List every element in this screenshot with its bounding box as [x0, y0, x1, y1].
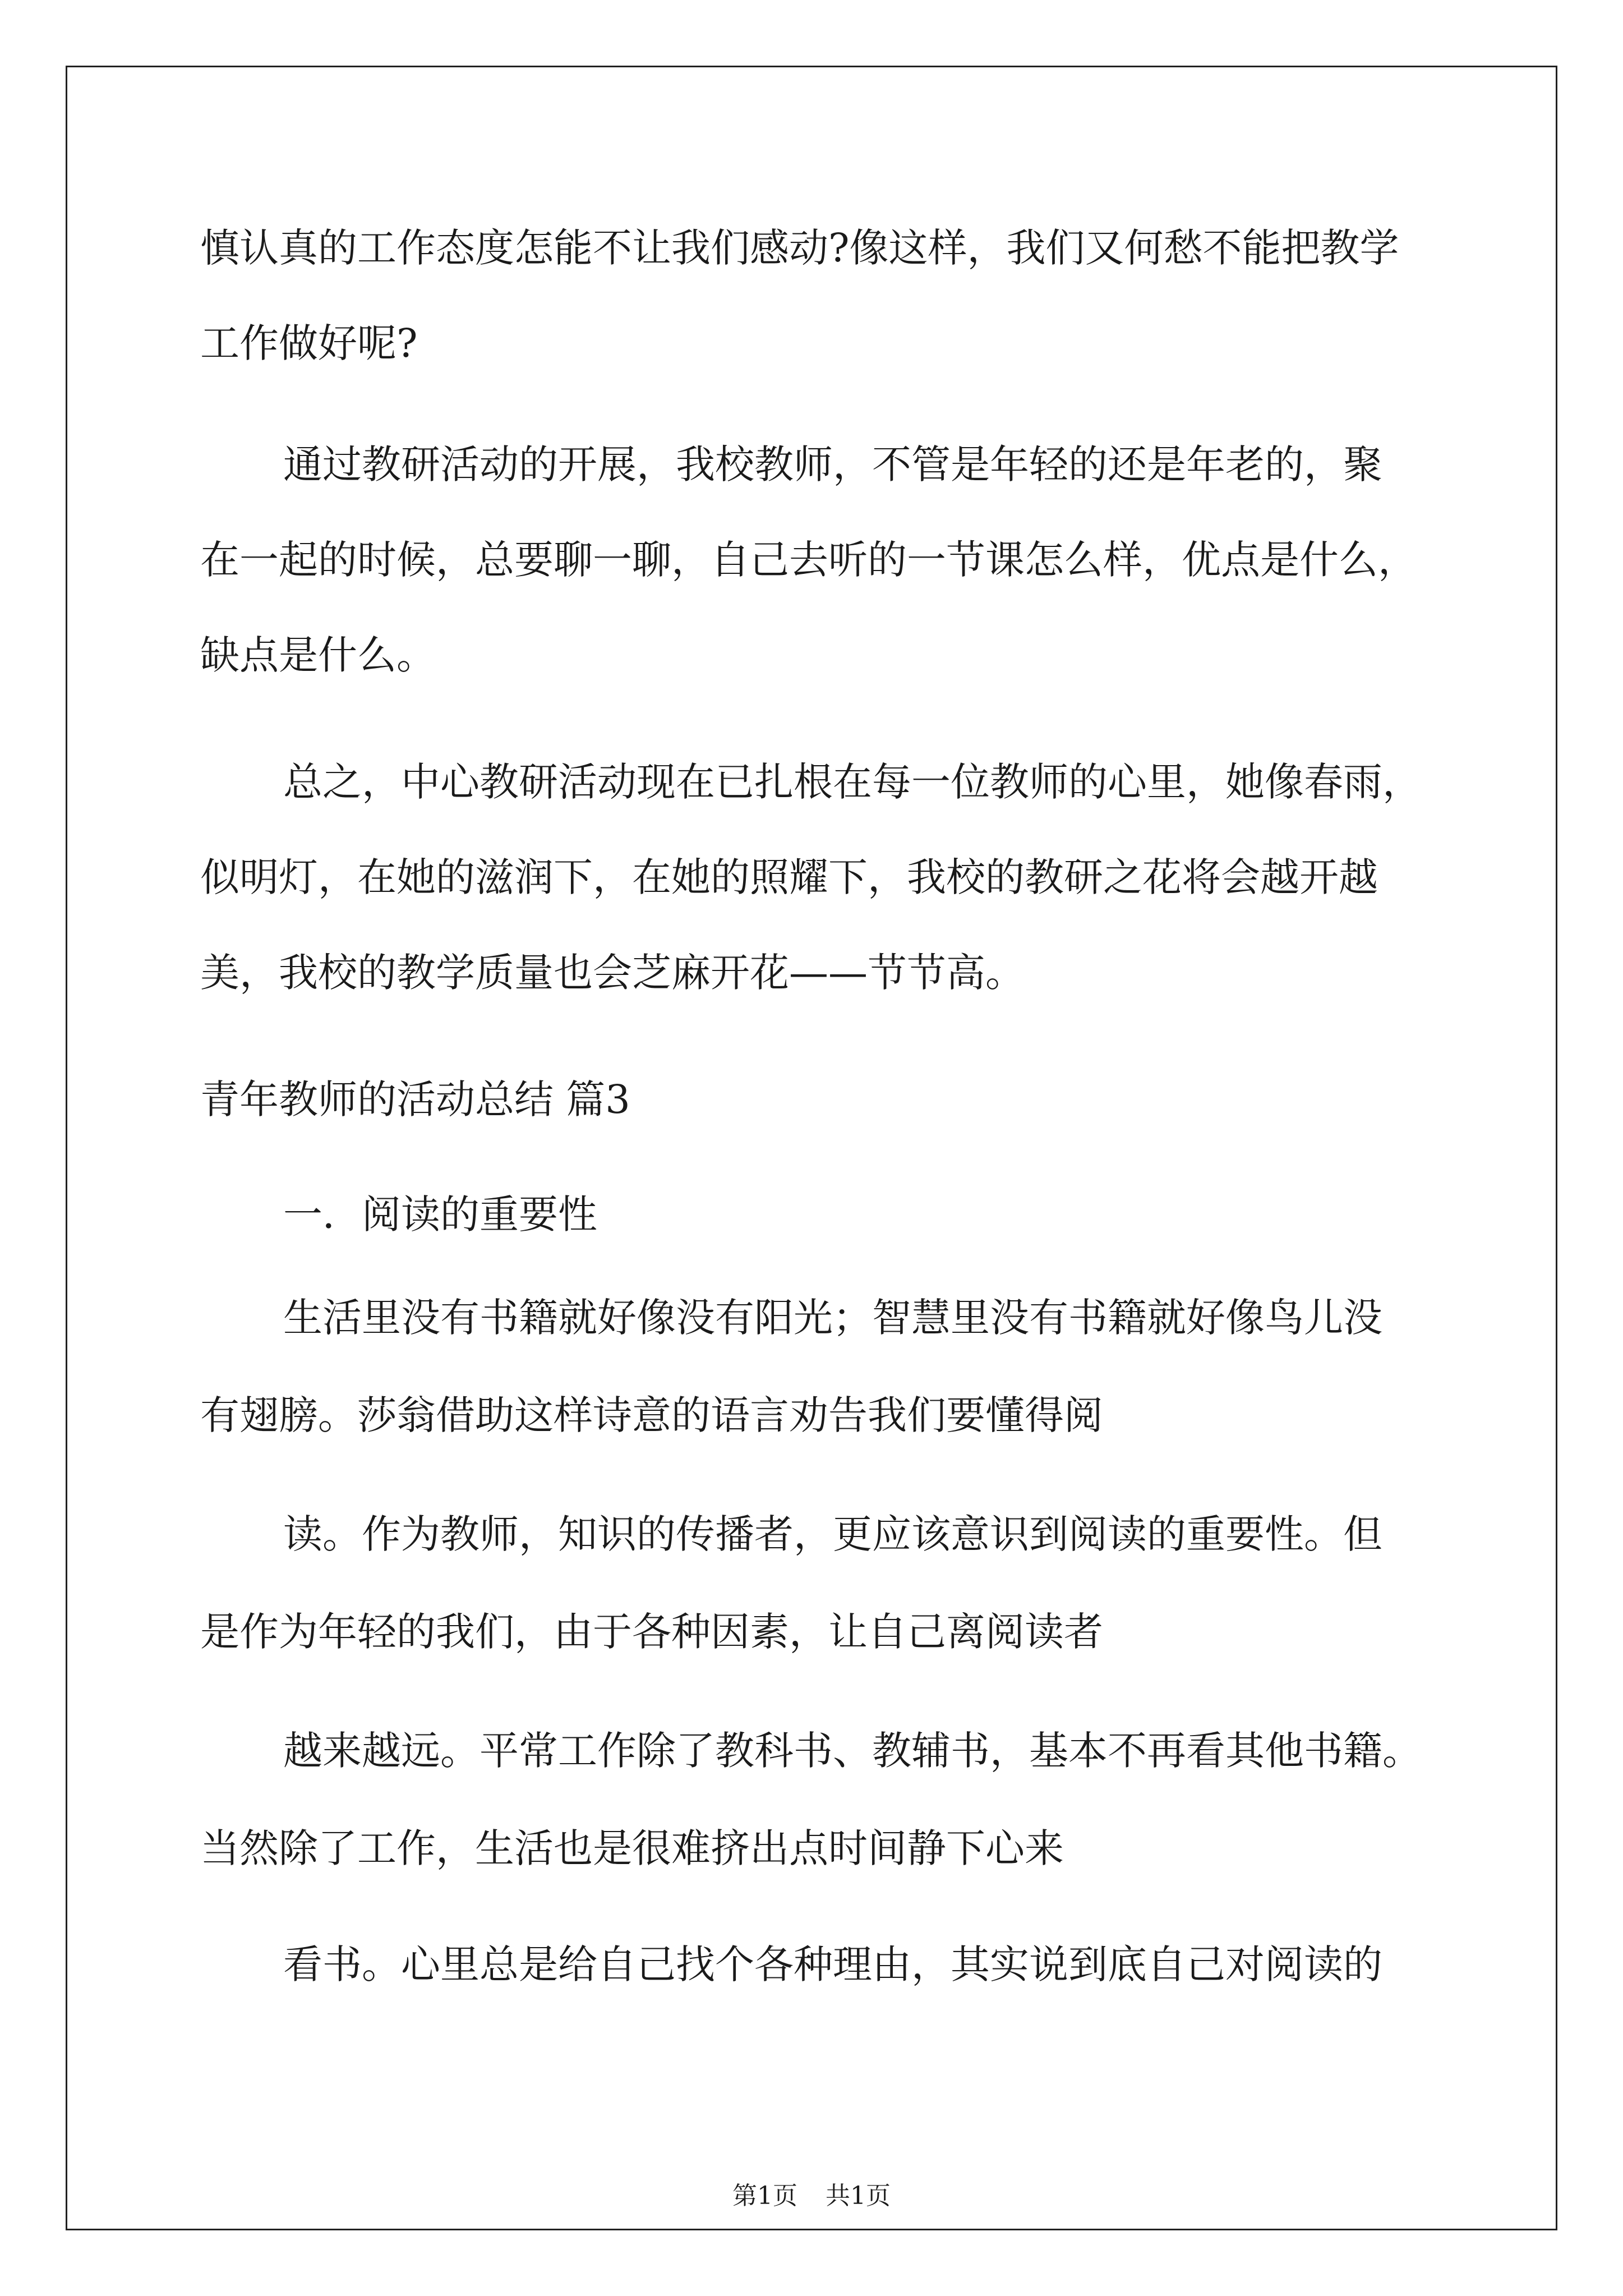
section-heading: 青年教师的活动总结 篇3 [200, 1076, 630, 1122]
subsection-heading: 一．阅读的重要性 [283, 1191, 597, 1237]
paragraph-line: 看书。心里总是给自己找个各种理由，其实说到底自己对阅读的 [283, 1941, 1382, 1987]
page-border [66, 66, 1557, 2230]
paragraph-line: 通过教研活动的开展，我校教师，不管是年轻的还是年老的，聚 [283, 441, 1382, 487]
paragraph-line: 越来越远。平常工作除了教科书、教辅书，基本不再看其他书籍。 [283, 1728, 1422, 1774]
page-total: 共1页 [826, 2182, 891, 2210]
paragraph-line: 是作为年轻的我们，由于各种因素，让自己离阅读者 [200, 1609, 1103, 1655]
page-number: 第1页 [732, 2182, 797, 2210]
page-footer [0, 2179, 1623, 2213]
paragraph-line: 有翅膀。莎翁借助这样诗意的语言劝告我们要懂得阅 [200, 1392, 1103, 1438]
paragraph-line: 似明灯，在她的滋润下，在她的照耀下，我校的教研之花将会越开越 [200, 854, 1378, 900]
paragraph-line: 缺点是什么。 [200, 632, 436, 678]
paragraph-line: 在一起的时候，总要聊一聊，自己去听的一节课怎么样，优点是什么， [200, 537, 1417, 583]
paragraph-line: 工作做好呢? [200, 320, 418, 366]
paragraph-line: 总之，中心教研活动现在已扎根在每一位教师的心里，她像春雨， [283, 759, 1422, 805]
paragraph-line: 生活里没有书籍就好像没有阳光；智慧里没有书籍就好像鸟儿没 [283, 1295, 1382, 1341]
paragraph-line: 美，我校的教学质量也会芝麻开花——节节高。 [200, 950, 1025, 996]
paragraph-line: 当然除了工作，生活也是很难挤出点时间静下心来 [200, 1825, 1064, 1871]
paragraph-line: 慎认真的工作态度怎能不让我们感动?像这样，我们又何愁不能把教学 [200, 225, 1399, 271]
paragraph-line: 读。作为教师，知识的传播者，更应该意识到阅读的重要性。但 [283, 1511, 1382, 1557]
